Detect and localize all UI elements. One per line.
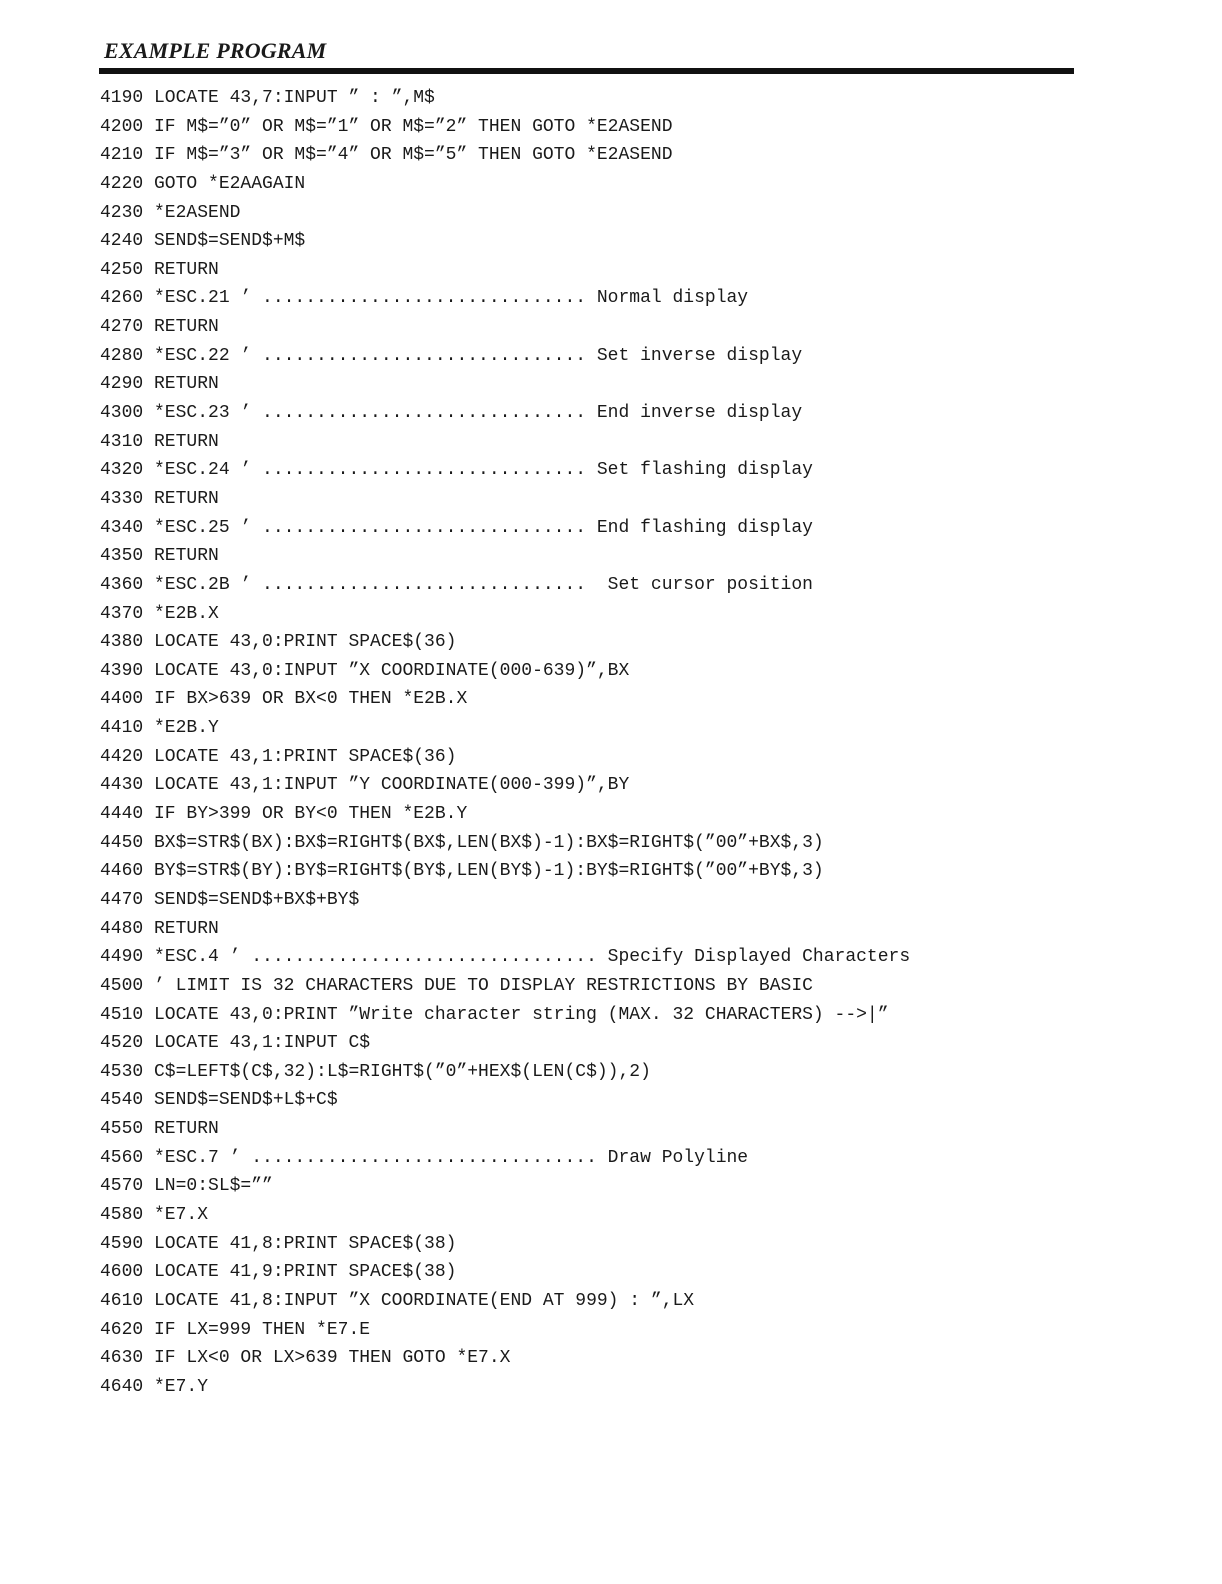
code-line: 4410 *E2B.Y xyxy=(100,718,219,739)
code-line: 4610 LOCATE 41,8:INPUT ”X COORDINATE(END AT 999) : ”,LX xyxy=(100,1290,695,1311)
code-line: 4400 IF BX>639 OR BX<0 THEN *E2B.X xyxy=(100,689,468,710)
code-line: 4290 RETURN xyxy=(100,374,219,395)
code-line: 4300 *ESC.23 ’ .............................. End inverse display xyxy=(100,403,803,424)
code-line: 4390 LOCATE 43,0:INPUT ”X COORDINATE(000-639)”,BX xyxy=(100,660,630,681)
code-line: 4210 IF M$=”3” OR M$=”4” OR M$=”5” THEN GOTO *E2ASEND xyxy=(100,145,673,166)
code-line: 4640 *E7.Y xyxy=(100,1376,209,1397)
code-line: 4200 IF M$=”0” OR M$=”1” OR M$=”2” THEN GOTO *E2ASEND xyxy=(100,116,673,137)
code-line: 4600 LOCATE 41,9:PRINT SPACE$(38) xyxy=(100,1262,457,1283)
code-line: 4540 SEND$=SEND$+L$+C$ xyxy=(100,1090,338,1111)
code-line: 4460 BY$=STR$(BY):BY$=RIGHT$(BY$,LEN(BY$)-1):BY$=RIGHT$(”00”+BY$,3) xyxy=(100,861,824,882)
code-line: 4560 *ESC.7 ’ ................................ Draw Polyline xyxy=(100,1147,749,1168)
code-line: 4520 LOCATE 43,1:INPUT C$ xyxy=(100,1033,371,1054)
code-line: 4260 *ESC.21 ’ .............................. Normal display xyxy=(100,288,749,309)
code-line: 4250 RETURN xyxy=(100,259,219,280)
code-line: 4230 *E2ASEND xyxy=(100,202,241,223)
code-line: 4340 *ESC.25 ’ .............................. End flashing display xyxy=(100,517,813,538)
code-line: 4620 IF LX=999 THEN *E7.E xyxy=(100,1319,371,1340)
code-line: 4500 ’ LIMIT IS 32 CHARACTERS DUE TO DISPLAY RESTRICTIONS BY BASIC xyxy=(100,975,813,996)
code-line: 4510 LOCATE 43,0:PRINT ”Write character string (MAX. 32 CHARACTERS) -->|” xyxy=(100,1004,889,1025)
code-line: 4350 RETURN xyxy=(100,546,219,567)
code-line: 4530 C$=LEFT$(C$,32):L$=RIGHT$(”0”+HEX$(LEN(C$)),2) xyxy=(100,1061,651,1082)
page-title: EXAMPLE PROGRAM xyxy=(104,38,327,63)
code-line: 4550 RETURN xyxy=(100,1119,219,1140)
code-line: 4320 *ESC.24 ’ .............................. Set flashing display xyxy=(100,460,813,481)
program-listing xyxy=(100,84,910,1401)
code-line: 4270 RETURN xyxy=(100,317,219,338)
code-line: 4440 IF BY>399 OR BY<0 THEN *E2B.Y xyxy=(100,804,468,825)
code-line: 4310 RETURN xyxy=(100,431,219,452)
code-line: 4630 IF LX<0 OR LX>639 THEN GOTO *E7.X xyxy=(100,1348,511,1369)
code-line: 4240 SEND$=SEND$+M$ xyxy=(100,231,306,252)
code-line: 4360 *ESC.2B ’ .............................. Set cursor position xyxy=(100,574,813,595)
code-line: 4580 *E7.X xyxy=(100,1204,209,1225)
code-line: 4420 LOCATE 43,1:PRINT SPACE$(36) xyxy=(100,746,457,767)
code-line: 4280 *ESC.22 ’ .............................. Set inverse display xyxy=(100,345,803,366)
code-line: 4570 LN=0:SL$=”” xyxy=(100,1176,273,1197)
code-line: 4220 GOTO *E2AAGAIN xyxy=(100,173,306,194)
code-line: 4430 LOCATE 43,1:INPUT ”Y COORDINATE(000-399)”,BY xyxy=(100,775,630,796)
code-line: 4490 *ESC.4 ’ ................................ Specify Displayed Characters xyxy=(100,947,911,968)
code-line: 4480 RETURN xyxy=(100,918,219,939)
code-line: 4450 BX$=STR$(BX):BX$=RIGHT$(BX$,LEN(BX$)-1):BX$=RIGHT$(”00”+BX$,3) xyxy=(100,832,824,853)
header-rule xyxy=(99,68,1074,74)
code-line: 4380 LOCATE 43,0:PRINT SPACE$(36) xyxy=(100,632,457,653)
code-line: 4370 *E2B.X xyxy=(100,603,219,624)
code-line: 4590 LOCATE 41,8:PRINT SPACE$(38) xyxy=(100,1233,457,1254)
code-line: 4190 LOCATE 43,7:INPUT ” : ”,M$ xyxy=(100,88,435,108)
code-line: 4470 SEND$=SEND$+BX$+BY$ xyxy=(100,889,360,910)
code-line: 4330 RETURN xyxy=(100,488,219,509)
